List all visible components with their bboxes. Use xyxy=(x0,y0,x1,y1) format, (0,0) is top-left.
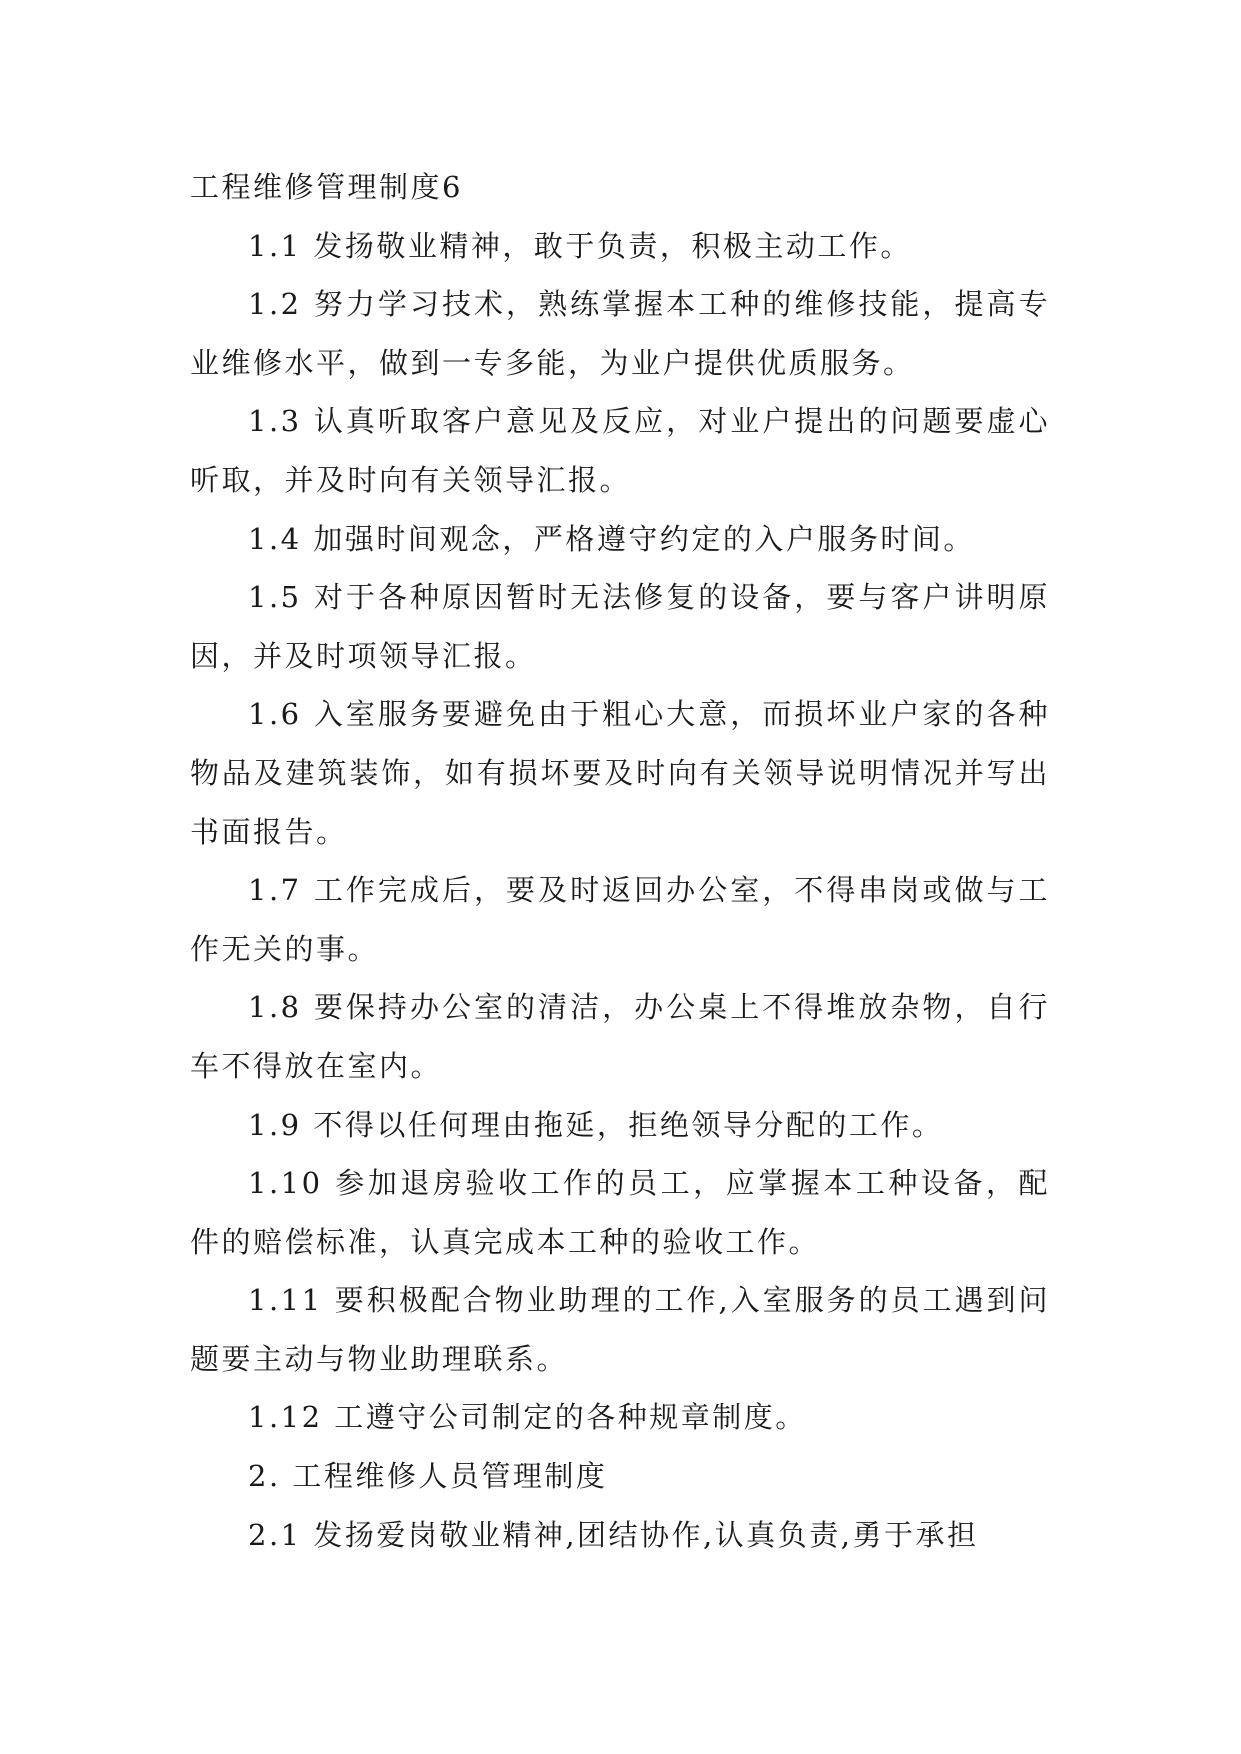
paragraph-1-12: 1.12 工遵守公司制定的各种规章制度。 xyxy=(248,1400,807,1435)
document-title: 工程维修管理制度6 xyxy=(190,170,463,204)
paragraph-1-6: 1.6 入室服务要避免由于粗心大意，而损坏业户家的各种物品及建筑装饰，如有损坏要及时向有关领导说明情况并写出书面报告。 xyxy=(190,697,1050,849)
paragraph-1-7: 1.7 工作完成后，要及时返回办公室，不得串岗或做与工作无关的事。 xyxy=(190,873,1050,966)
paragraph-2-1: 2.1 发扬爱岗敬业精神,团结协作,认真负责,勇于承担 xyxy=(248,1517,979,1552)
paragraph-1-10: 1.10 参加退房验收工作的员工，应掌握本工种设备，配件的赔偿标准，认真完成本工种的验收工作。 xyxy=(190,1166,1050,1259)
paragraph-1-3: 1.3 认真听取客户意见及反应，对业户提出的问题要虚心听取，并及时向有关领导汇报。 xyxy=(190,404,1050,497)
paragraph-1-4: 1.4 加强时间观念，严格遵守约定的入户服务时间。 xyxy=(248,521,975,556)
paragraph-1-2: 1.2 努力学习技术，熟练掌握本工种的维修技能，提高专业维修水平，做到一专多能，为业户提供优质服务。 xyxy=(190,287,1050,380)
paragraph-1-11: 1.11 要积极配合物业助理的工作,入室服务的员工遇到问题要主动与物业助理联系。 xyxy=(190,1283,1050,1376)
paragraph-1-5: 1.5 对于各种原因暂时无法修复的设备，要与客户讲明原因，并及时项领导汇报。 xyxy=(190,580,1050,673)
section-heading-2: 2. 工程维修人员管理制度 xyxy=(248,1459,608,1494)
paragraph-1-8: 1.8 要保持办公室的清洁，办公桌上不得堆放杂物，自行车不得放在室内。 xyxy=(190,990,1050,1083)
paragraph-1-9: 1.9 不得以任何理由拖延，拒绝领导分配的工作。 xyxy=(248,1107,944,1142)
paragraph-1-1: 1.1 发扬敬业精神，敢于负责，积极主动工作。 xyxy=(248,228,912,263)
document-body xyxy=(190,158,1050,1564)
